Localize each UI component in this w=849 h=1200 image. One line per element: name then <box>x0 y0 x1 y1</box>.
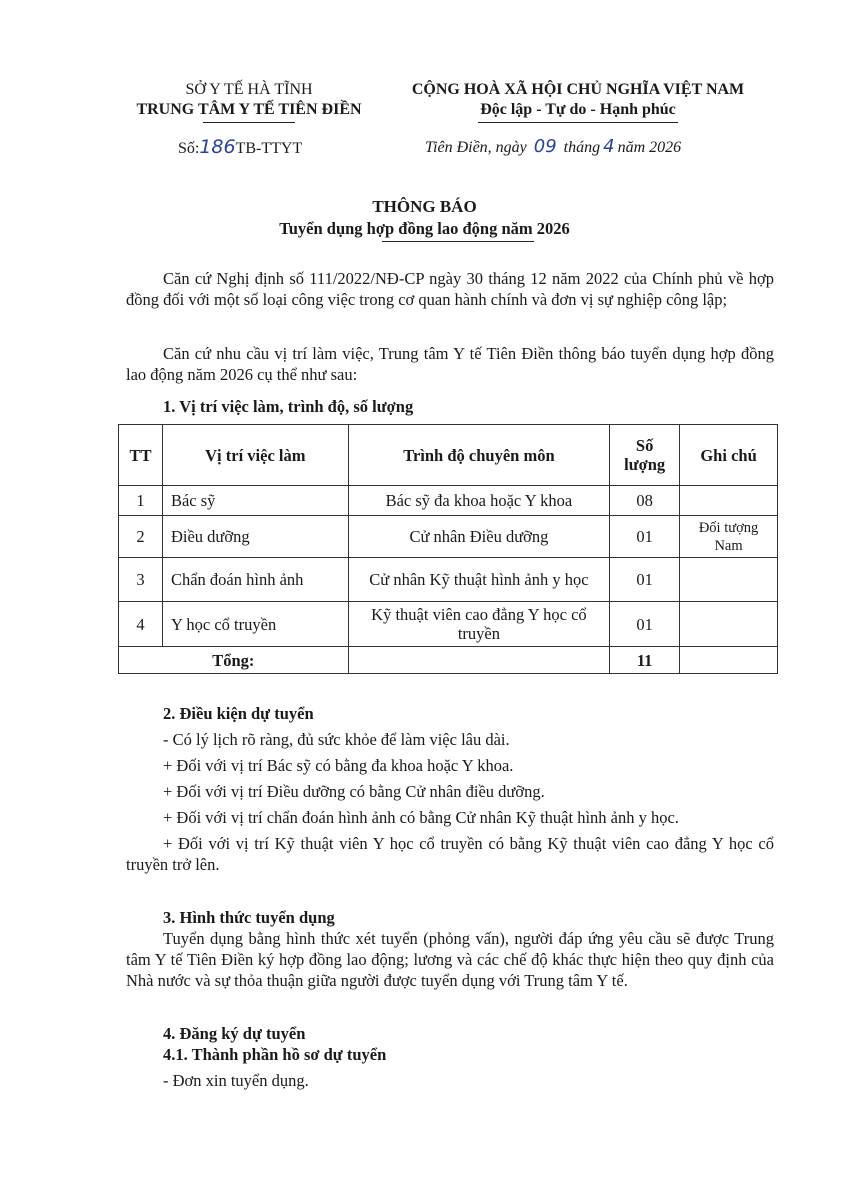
intro-paragraph-2: Căn cứ nhu cầu vị trí làm việc, Trung tâm Y tế Tiên Điền thông báo tuyển dụng hợp đồng lao động năm 2026 cụ thể như sau: <box>126 344 774 384</box>
section-2 <box>126 703 774 880</box>
col-quantity: Số lượng <box>610 425 680 486</box>
condition-line: - Có lý lịch rõ ràng, đủ sức khỏe để làm việc lâu dài. <box>163 730 510 749</box>
section-4-heading: 4. Đăng ký dự tuyển <box>163 1024 306 1043</box>
section-1-heading: 1. Vị trí việc làm, trình độ, số lượng <box>163 397 414 416</box>
positions-table <box>118 424 778 674</box>
section-3-heading: 3. Hình thức tuyển dụng <box>163 908 335 927</box>
condition-line: + Đối với vị trí Điều dưỡng có bằng Cử nhân điều dưỡng. <box>163 782 545 801</box>
table-row: 2 Điều dưỡng Cử nhân Điều dưỡng 01 Đối tượng Nam <box>119 516 778 558</box>
national-motto: Độc lập - Tự do - Hạnh phúc <box>480 101 676 118</box>
handwritten-day: 09 <box>533 136 557 157</box>
issuing-organization: TRUNG TÂM Y TẾ TIÊN ĐIỀN <box>136 101 362 118</box>
table-row: 4 Y học cổ truyền Kỹ thuật viên cao đẳng Y học cổ truyền 01 <box>119 602 778 647</box>
subtitle-underline <box>382 241 534 242</box>
total-label: Tổng: <box>119 647 349 674</box>
total-value: 11 <box>610 647 680 674</box>
document-subtitle: Tuyển dụng hợp đồng lao động năm 2026 <box>279 219 570 238</box>
section-4-1-heading: 4.1. Thành phần hồ sơ dự tuyển <box>163 1045 387 1064</box>
issuer-block <box>118 80 380 123</box>
section-2-heading: 2. Điều kiện dự tuyển <box>163 704 314 723</box>
document-title: THÔNG BÁO <box>372 197 477 216</box>
table-row: 3 Chẩn đoán hình ảnh Cử nhân Kỹ thuật hình ảnh y học 01 <box>119 558 778 602</box>
col-tt: TT <box>119 425 163 486</box>
handwritten-number: 186 <box>199 136 236 158</box>
section-3-text: Tuyển dụng bằng hình thức xét tuyển (phỏng vấn), người đáp ứng yêu cầu sẽ được Trung tâm Y tế Tiên Điền ký hợp đồng lao động; lương và các chế độ khác thực hiện theo quy định của Nhà nước và sự thỏa thuận giữa người được tuyển dụng với Trung tâm Y tế. <box>126 929 774 990</box>
col-note: Ghi chú <box>680 425 778 486</box>
document-number: Số:186TB-TTYT <box>178 136 303 158</box>
table-header-row <box>119 425 778 486</box>
motto-underline <box>478 122 678 123</box>
issue-date: Tiên Điền, ngày 09 tháng 4 năm 2026 <box>425 136 682 157</box>
col-position: Vị trí việc làm <box>162 425 348 486</box>
section-4 <box>126 1023 774 1096</box>
table-row: 1 Bác sỹ Bác sỹ đa khoa hoặc Y khoa 08 <box>119 486 778 516</box>
document-item: - Đơn xin tuyển dụng. <box>163 1071 309 1090</box>
table-total-row <box>119 647 778 674</box>
national-heading <box>392 80 764 123</box>
condition-line: + Đối với vị trí chẩn đoán hình ảnh có bằng Cử nhân Kỹ thuật hình ảnh y học. <box>163 808 679 827</box>
section-3 <box>126 907 774 991</box>
issuer-underline <box>203 122 295 123</box>
handwritten-month: 4 <box>603 136 615 157</box>
parent-organization: SỞ Y TẾ HÀ TĨNH <box>185 81 313 98</box>
country-name: CỘNG HOÀ XÃ HỘI CHỦ NGHĨA VIỆT NAM <box>411 81 745 98</box>
condition-line: + Đối với vị trí Bác sỹ có bằng đa khoa hoặc Y khoa. <box>163 756 514 775</box>
intro-paragraph-1: Căn cứ Nghị định số 111/2022/NĐ-CP ngày 30 tháng 12 năm 2022 của Chính phủ về hợp đồng đối với một số loại công việc trong cơ quan hành chính và đơn vị sự nghiệp công lập; <box>126 269 774 309</box>
condition-line: + Đối với vị trí Kỹ thuật viên Y học cổ truyền có bằng Kỹ thuật viên cao đẳng Y học cổ truyền trở lên. <box>126 834 774 874</box>
col-qualification: Trình độ chuyên môn <box>348 425 610 486</box>
